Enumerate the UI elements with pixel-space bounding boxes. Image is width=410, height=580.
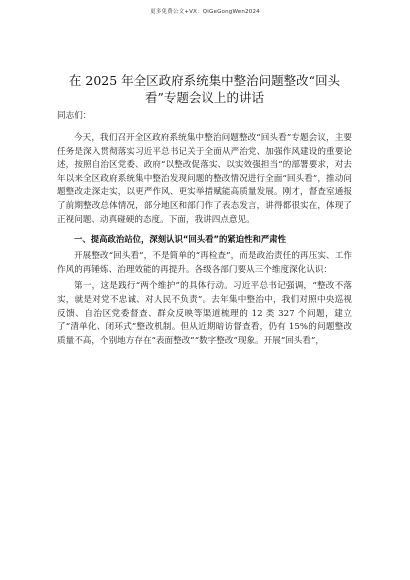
section1-paragraph-1: 开展整改“回头看”，不是简单的“再检查”，而是政治责任的再压实、工作作风的再锤炼、治理效能的再提升。各级各部门要从三个维度深化认识： (57, 251, 352, 275)
document-title: 在 2025 年全区政府系统集中整治问题整改“回头看”专题会议上的讲话 (68, 73, 341, 105)
top-header-note: 更多免费公文+VX：QiGeGongWen2024 (150, 9, 260, 15)
document-body (57, 72, 352, 348)
salutation: 同志们： (57, 111, 92, 121)
section-heading-1: 一、提高政治站位，深刻认识“回头看”的紧迫性和严肃性 (74, 234, 287, 245)
intro-paragraph: 今天，我们召开全区政府系统集中整治问题整改“回头看”专题会议，主要任务是深入贯彻落实习近平总书记关于全面从严治党、加强作风建设的重要论述，按照自治区党委、政府“以整改促落实、以实效强担当”的部署要求，对去年以来全区政府系统集中整治发现问题的整改情况进行全面“回头看”，推动问题整改走深走实，以更严作风、更实举措赋能高质量发展。刚才，督查室通报了前期整改总体情况，部分地区和部门作了表态发言，讲得都很实在，体现了正视问题、动真碰硬的态度。下面，我讲四点意见。 (57, 133, 352, 225)
section1-paragraph-2: 第一，这是践行“两个维护”的具体行动。习近平总书记强调，“整改不落实，就是对党不忠诚、对人民不负责”。去年集中整治中，我们对照中央巡视反馈、自治区党委督查、群众反映等渠道梳理的 12 类 327 个问题，建立了“清单化、闭环式”整改机制。但从近期暗访督查看，仍有 15%的问题整改质量不高，个别地方存在“表面整改”“数字整改”现象。开展“回头看”， (57, 281, 352, 346)
